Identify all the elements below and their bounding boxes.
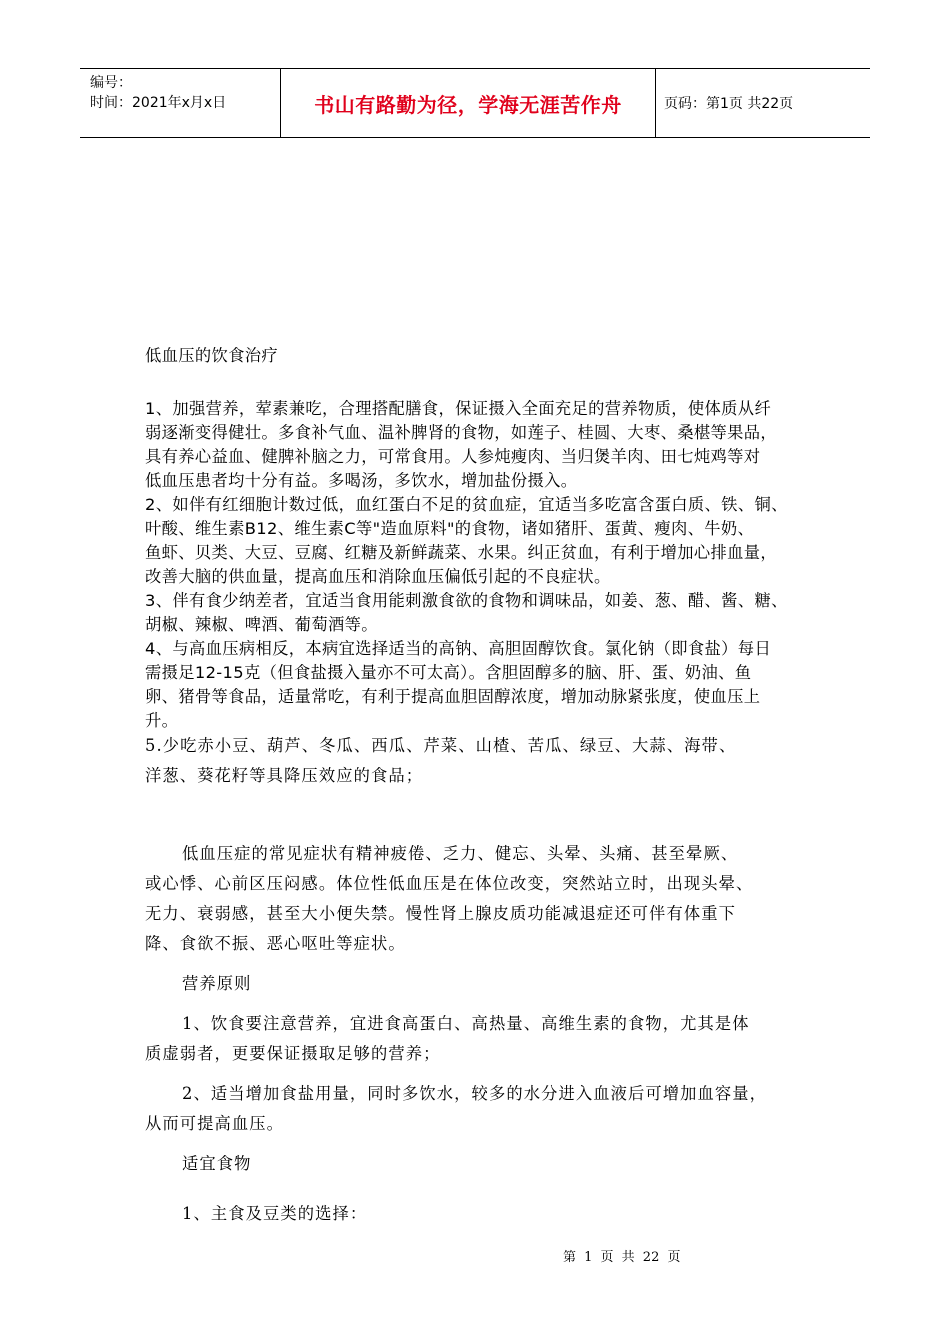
paragraph-line: 具有养心益血、健脾补脑之力，可常食用。人参炖瘦肉、当归煲羊肉、田七炖鸡等对 <box>145 447 761 466</box>
paragraph-line: 叶酸、维生素B12、维生素C等"造血原料"的食物，诸如猪肝、蛋黄、瘦肉、牛奶、 <box>145 519 755 538</box>
paragraph-line: 1、主食及豆类的选择： <box>182 1204 368 1223</box>
paragraph-line: 改善大脑的供血量，提高血压和消除血压偏低引起的不良症状。 <box>145 567 611 586</box>
paragraph-line: 弱逐渐变得健壮。多食补气血、温补脾肾的食物，如莲子、桂圆、大枣、桑椹等果品， <box>145 423 777 442</box>
paragraph-line: 1、饮食要注意营养，宜进食高蛋白、高热量、高维生素的食物，尤其是体 <box>182 1014 750 1033</box>
subheading: 适宜食物 <box>182 1154 252 1173</box>
paragraph-line: 或心悸、心前区压闷感。体位性低血压是在体位改变，突然站立时，出现头晕、 <box>145 874 754 893</box>
document-header <box>80 68 870 138</box>
paragraph-line: 鱼虾、贝类、大豆、豆腐、红糖及新鲜蔬菜、水果。纠正贫血，有利于增加心排血量， <box>145 543 777 562</box>
subheading: 营养原则 <box>182 974 252 993</box>
paragraph-line: 低血压患者均十分有益。多喝汤，多饮水，增加盐份摄入。 <box>145 471 578 490</box>
paragraph-line: 从而可提高血压。 <box>145 1114 285 1133</box>
paragraph-line: 2、适当增加食盐用量，同时多饮水，较多的水分进入血液后可增加血容量， <box>182 1084 768 1103</box>
time-label: 时间：2021年x月x日 <box>90 95 227 111</box>
paragraph-line: 5.少吃赤小豆、葫芦、冬瓜、西瓜、芹菜、山楂、苦瓜、绿豆、大蒜、海带、 <box>145 736 737 755</box>
page-footer: 第 1 页 共 22 页 <box>563 1250 681 1265</box>
section-title: 低血压的饮食治疗 <box>145 346 279 365</box>
paragraph-line: 需摄足12-15克（但食盐摄入量亦不可太高）。含胆固醇多的脑、肝、蛋、奶油、鱼 <box>145 663 752 682</box>
number-label: 编号： <box>90 75 132 91</box>
paragraph-line: 质虚弱者，更要保证摄取足够的营养； <box>145 1044 441 1063</box>
paragraph-line: 升。 <box>145 711 179 730</box>
header-meta <box>80 69 281 137</box>
header-motto: 书山有路勤为径，学海无涯苦作舟 <box>314 92 622 117</box>
paragraph-line: 3、伴有食少纳差者，宜适当食用能刺激食欲的食物和调味品，如姜、葱、醋、酱、糖、 <box>145 591 788 610</box>
paragraph-line: 降、食欲不振、恶心呕吐等症状。 <box>145 934 406 953</box>
paragraph-line: 洋葱、葵花籽等具降压效应的食品； <box>145 766 424 785</box>
paragraph-line: 胡椒、辣椒、啤酒、葡萄酒等。 <box>145 615 378 634</box>
paragraph-line: 卵、猪骨等食品，适量常吃，有利于提高血胆固醇浓度，增加动脉紧张度，使血压上 <box>145 687 761 706</box>
paragraph-line: 1、加强营养，荤素兼吃，合理搭配膳食，保证摄入全面充足的营养物质，使体质从纤 <box>145 399 772 418</box>
paragraph-line: 无力、衰弱感，甚至大小便失禁。慢性肾上腺皮质功能减退症还可伴有体重下 <box>145 904 736 923</box>
paragraph-line: 4、与高血压病相反，本病宜选择适当的高钠、高胆固醇饮食。氯化钠（即食盐）每日 <box>145 639 772 658</box>
paragraph-line: 2、如伴有红细胞计数过低，血红蛋白不足的贫血症，宜适当多吃富含蛋白质、铁、铜、 <box>145 495 788 514</box>
header-page-info: 页码：第1页 共22页 <box>664 96 794 112</box>
header-motto-cell <box>281 69 656 137</box>
paragraph-line: 低血压症的常见症状有精神疲倦、乏力、健忘、头晕、头痛、甚至晕厥、 <box>182 844 739 863</box>
